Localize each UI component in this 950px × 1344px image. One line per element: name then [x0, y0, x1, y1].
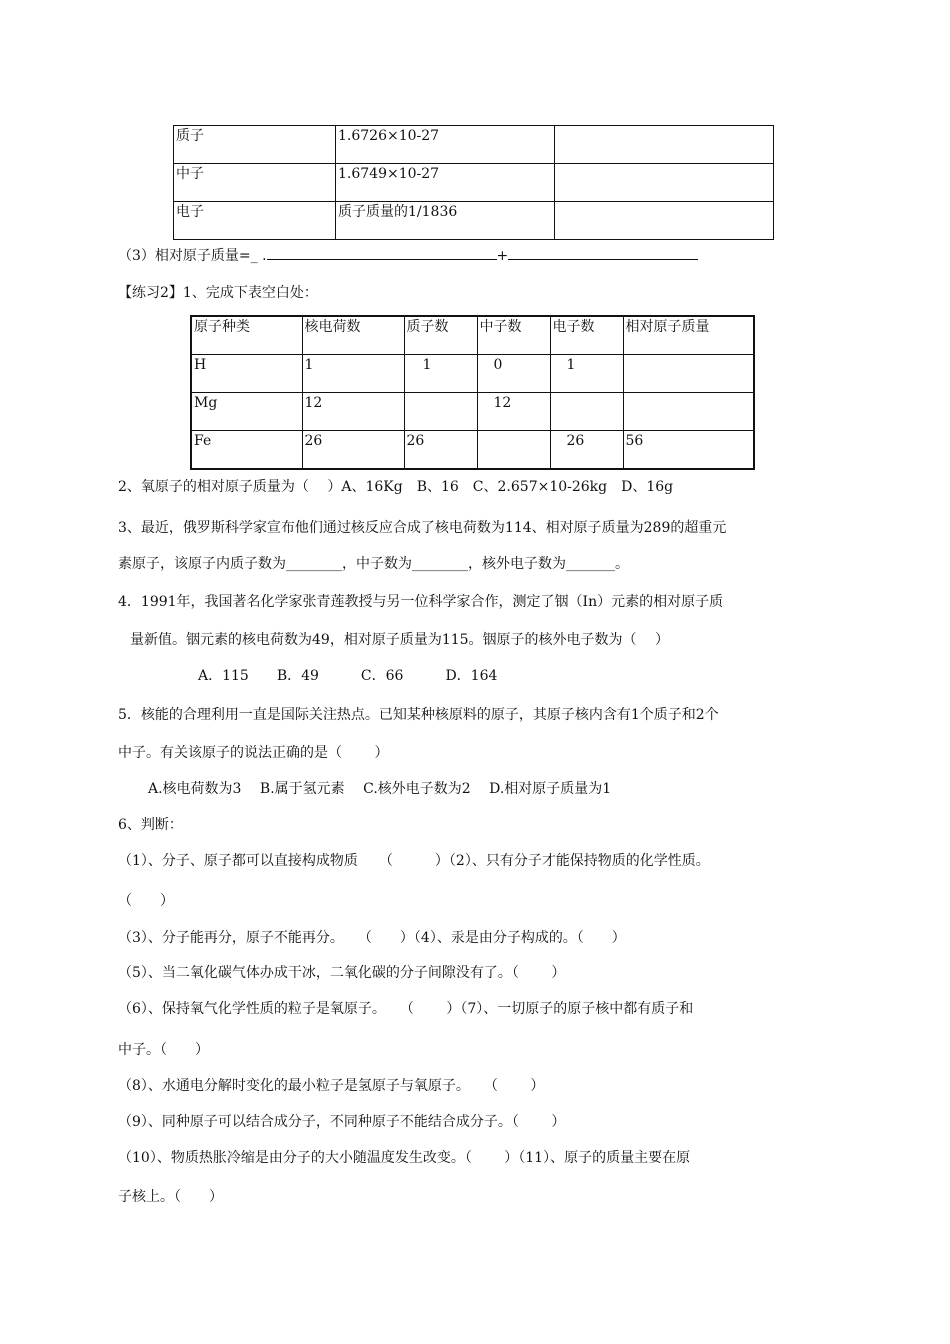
judgment-line: （9）、同种原子可以结合成分子，不同种原子不能结合成分子。（ ） — [118, 1114, 566, 1130]
table-row — [174, 164, 774, 202]
table-cell: 1 — [302, 355, 404, 393]
table-row — [191, 393, 754, 431]
exercise-title: 【练习2】1、完成下表空白处： — [118, 285, 318, 301]
table-cell — [623, 355, 754, 393]
table-cell: 12 — [477, 393, 550, 431]
table-cell — [555, 164, 774, 202]
table-cell — [404, 393, 477, 431]
table-cell: 电子 — [174, 202, 336, 240]
column-header: 电子数 — [550, 316, 623, 355]
column-header: 核电荷数 — [302, 316, 404, 355]
column-header: 相对原子质量 — [623, 316, 754, 355]
judgment-line: （6）、保持氧气化学性质的粒子是氧原子。 （ ）（7）、一切原子的原子核中都有质子和 — [118, 1001, 694, 1017]
question-3-line2: 素原子，该原子内质子数为________，中子数为________，核外电子数为_______。 — [118, 556, 629, 572]
table-cell — [555, 126, 774, 164]
table-cell: H — [191, 355, 302, 393]
table-row — [191, 355, 754, 393]
blank-line — [267, 245, 497, 260]
table-cell: 质子 — [174, 126, 336, 164]
column-header: 质子数 — [404, 316, 477, 355]
table-header-row — [191, 316, 754, 355]
table-cell: Fe — [191, 431, 302, 470]
table-cell: 26 — [550, 431, 623, 470]
judgment-line: （3）、分子能再分，原子不能再分。 （ ）（4）、汞是由分子构成的。（ ） — [118, 930, 626, 946]
judgment-line: 中子。（ ） — [118, 1042, 209, 1058]
table-cell: 12 — [302, 393, 404, 431]
table-cell: Mg — [191, 393, 302, 431]
question-5-options: A.核电荷数为3 B.属于氢元素 C.核外电子数为2 D.相对原子质量为1 — [148, 781, 612, 797]
table-cell: 质子质量的1/1836 — [336, 202, 555, 240]
relative-mass-formula — [118, 245, 698, 266]
table-cell: 1 — [550, 355, 623, 393]
atom-composition-table — [190, 315, 755, 470]
table-cell: 1.6726×10-27 — [336, 126, 555, 164]
table-cell: 26 — [404, 431, 477, 470]
question-2: 2、氧原子的相对原子质量为（ ）A、16Kg B、16 C、2.657×10-26kg D、16g — [118, 479, 674, 495]
table-cell: 56 — [623, 431, 754, 470]
table-cell — [550, 393, 623, 431]
table-row — [191, 431, 754, 470]
table-cell: 中子 — [174, 164, 336, 202]
table-row — [174, 126, 774, 164]
question-4-options: A．115 B．49 C．66 D．164 — [198, 668, 498, 684]
column-header: 原子种类 — [191, 316, 302, 355]
table-cell: 1.6749×10-27 — [336, 164, 555, 202]
formula-mark: _ . — [250, 248, 267, 264]
particle-mass-table — [173, 125, 774, 240]
judgment-line: 子核上。（ ） — [118, 1189, 223, 1205]
judgment-line: （1）、分子、原子都可以直接构成物质 （ ）（2）、只有分子才能保持物质的化学性质。 — [118, 853, 710, 869]
question-5-line2: 中子。有关该原子的说法正确的是（ ） — [118, 745, 389, 761]
question-3-line1: 3、最近，俄罗斯科学家宣布他们通过核反应合成了核电荷数为114、相对原子质量为289的超重元 — [118, 520, 727, 536]
table-cell: 0 — [477, 355, 550, 393]
formula-prefix: （3）相对原子质量= — [118, 248, 251, 264]
table-cell: 1 — [404, 355, 477, 393]
table-cell — [555, 202, 774, 240]
judgment-line: （ ） — [118, 893, 174, 909]
column-header: 中子数 — [477, 316, 550, 355]
question-5-line1: 5．核能的合理利用一直是国际关注热点。已知某种核原料的原子，其原子核内含有1个质子和2个 — [118, 707, 719, 723]
judgment-line: （8）、水通电分解时变化的最小粒子是氢原子与氧原子。 （ ） — [118, 1078, 545, 1094]
judgment-line: （5）、当二氧化碳气体办成干冰，二氧化碳的分子间隙没有了。（ ） — [118, 965, 566, 981]
judgment-line: （10）、物质热胀冷缩是由分子的大小随温度发生改变。（ ）（11）、原子的质量主要在原 — [118, 1150, 691, 1166]
question-4-line1: 4．1991年，我国著名化学家张青莲教授与另一位科学家合作，测定了铟（In）元素的相对原子质 — [118, 594, 724, 610]
table-row — [174, 202, 774, 240]
formula-plus: + — [496, 248, 509, 264]
blank-line — [508, 245, 698, 260]
question-6-title: 6、判断： — [118, 817, 183, 833]
table-cell — [623, 393, 754, 431]
question-4-line2: 量新值。铟元素的核电荷数为49，相对原子质量为115。铟原子的核外电子数为（ ） — [130, 632, 669, 648]
table-cell — [477, 431, 550, 470]
table-cell: 26 — [302, 431, 404, 470]
